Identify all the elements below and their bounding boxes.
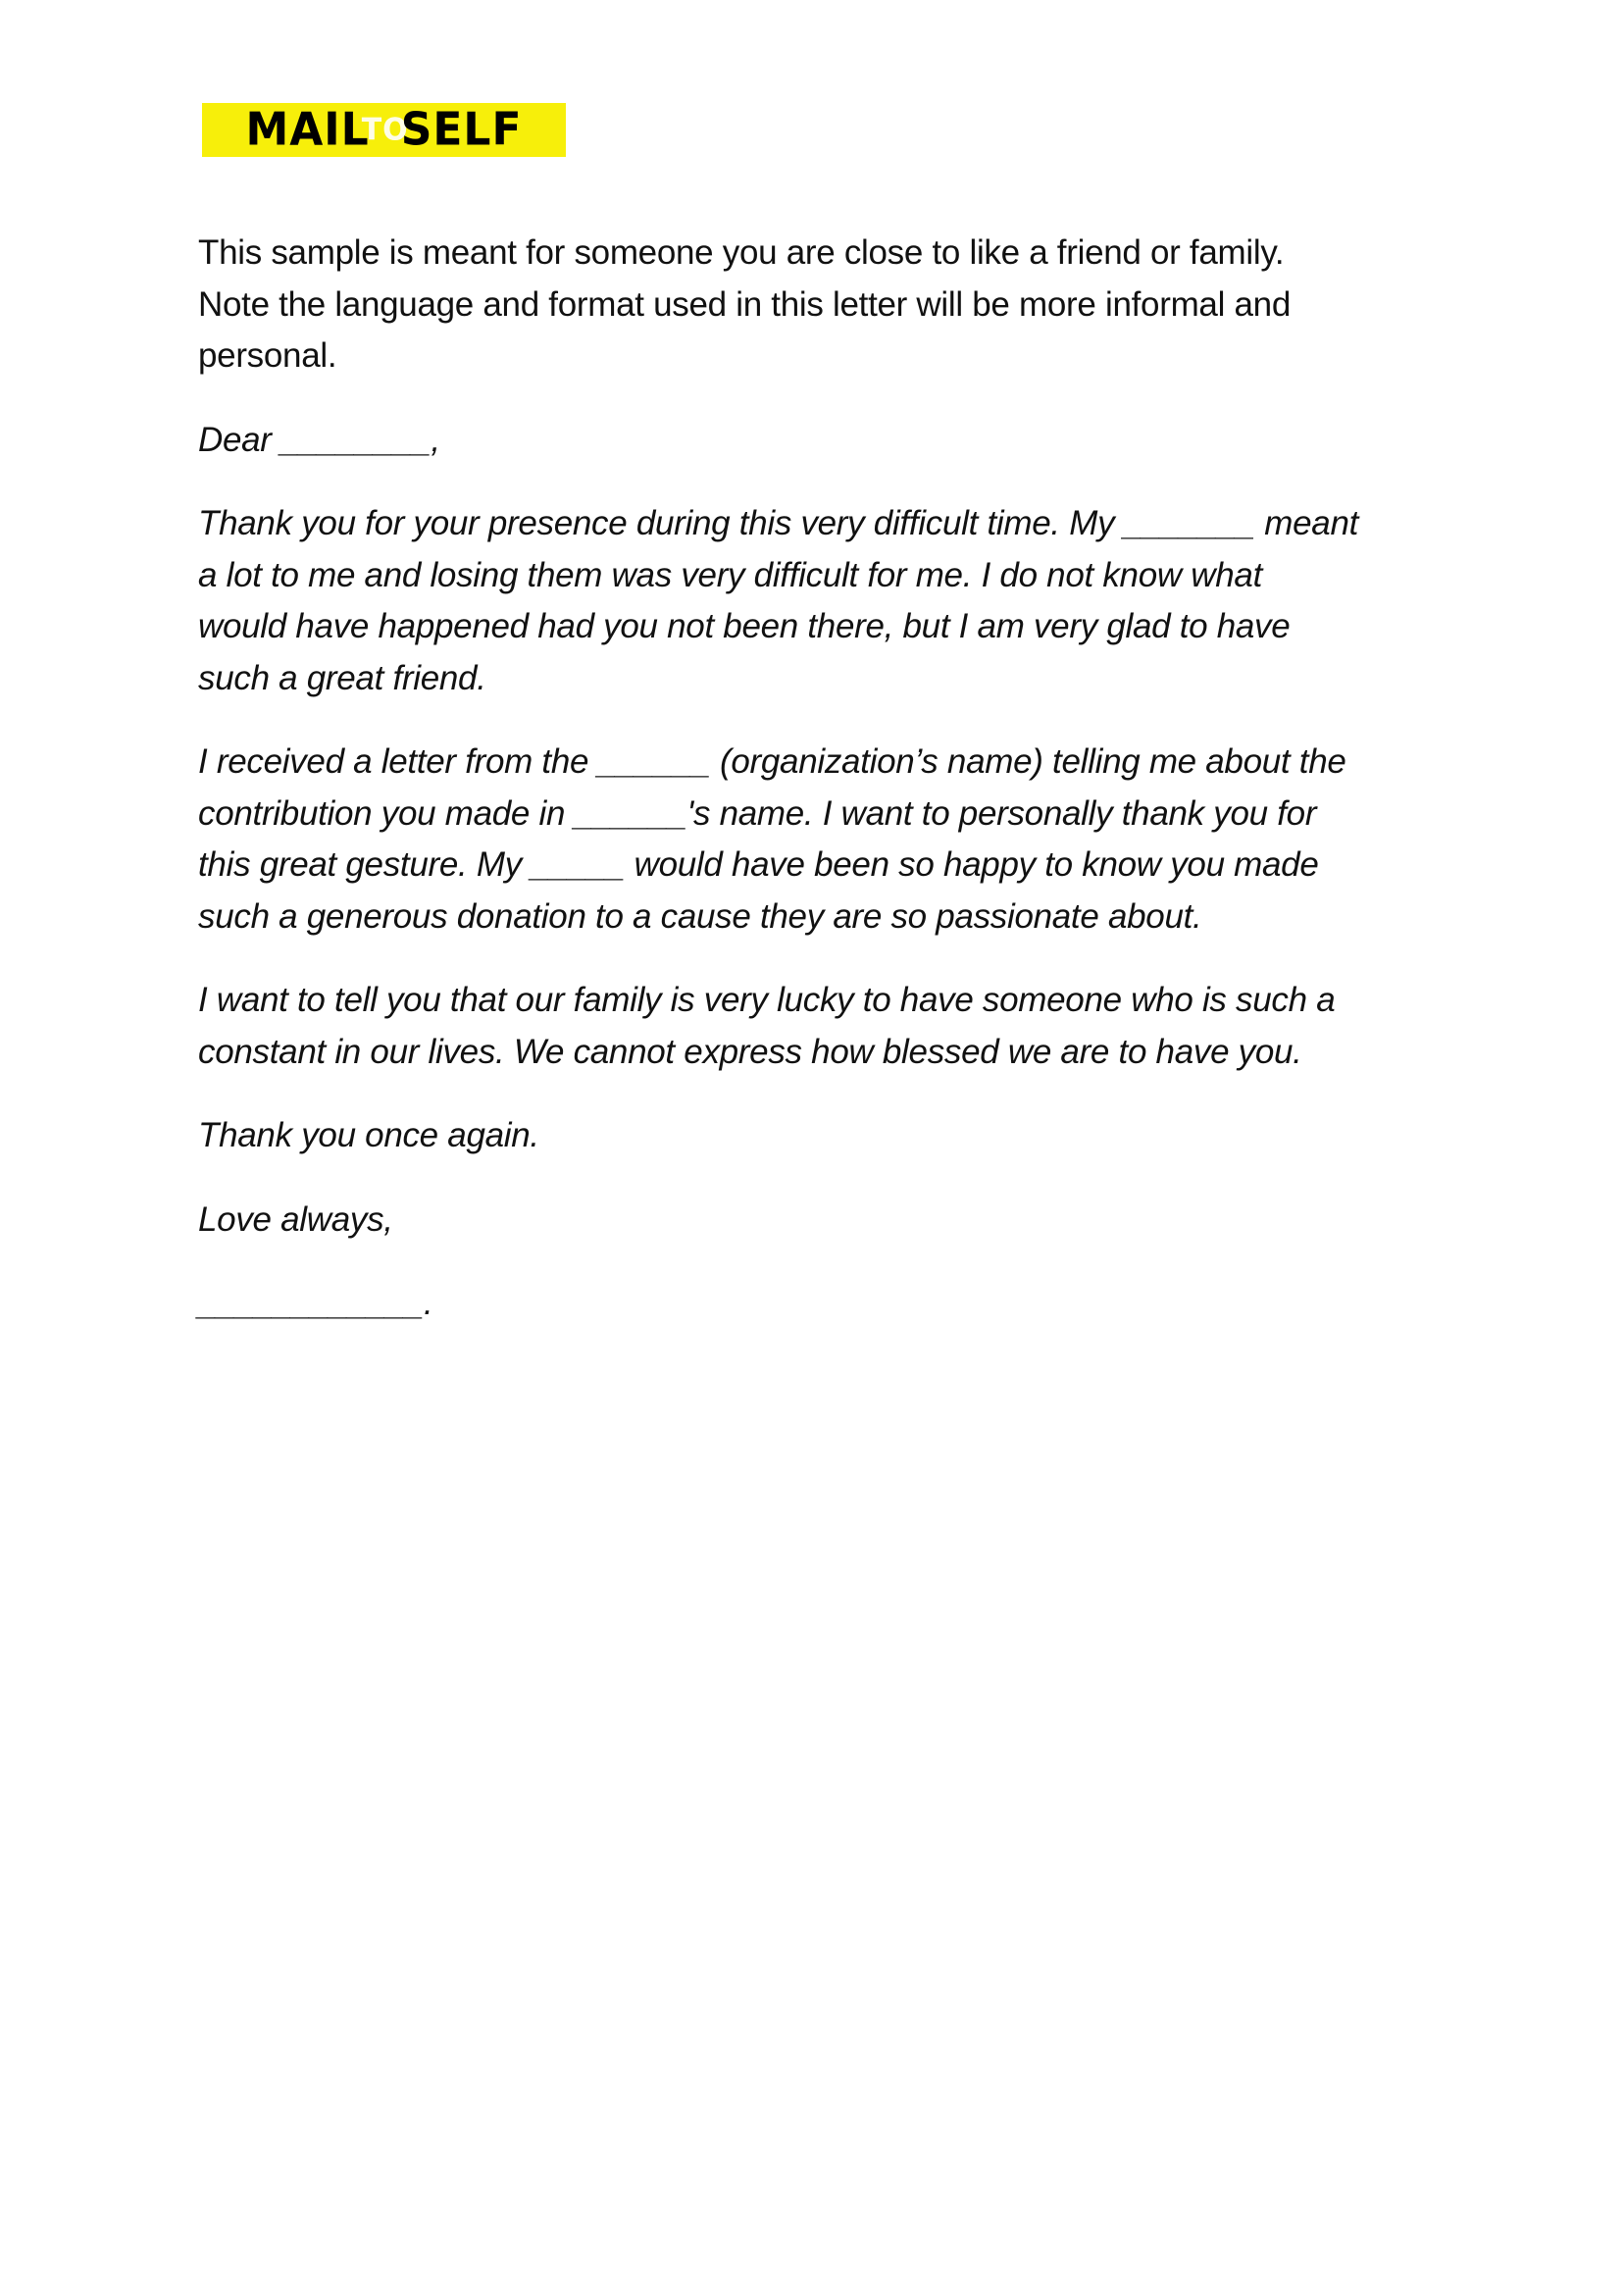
body-paragraph-2 [198, 737, 1473, 943]
closing [198, 1195, 1473, 1247]
text-line: Note the language and format used in this letter will be more informal and [198, 284, 1291, 324]
text-line: Thank you once again. [198, 1116, 539, 1154]
text-line: I want to tell you that our family is very lucky to have someone who is such a [198, 981, 1336, 1019]
body-paragraph-3 [198, 975, 1473, 1078]
logo-text-to: TO [361, 112, 409, 148]
text-line: Dear ________, [198, 420, 440, 459]
text-line: would have happened had you not been there, but I am very glad to have [198, 607, 1291, 645]
text-line: contribution you made in ______'s name. I want to personally thank you for [198, 793, 1317, 833]
thanks-line [198, 1110, 1473, 1162]
text-line: this great gesture. My _____ would have been so happy to know you made [198, 845, 1319, 884]
salutation [198, 415, 1473, 467]
logo-text-self: SELF [400, 103, 523, 157]
text-line: constant in our lives. We cannot express how blessed we are to have you. [198, 1032, 1302, 1071]
text-line: a lot to me and losing them was very difficult for me. I do not know what [198, 555, 1263, 594]
text-line: such a generous donation to a cause they are so passionate about. [198, 896, 1202, 936]
text-line: ____________. [198, 1284, 433, 1322]
mail-to-self-logo [202, 103, 566, 157]
logo-text-mail: MAIL [245, 103, 370, 157]
text-line: This sample is meant for someone you are close to like a friend or family. [198, 233, 1285, 272]
text-line: I received a letter from the ______ (organization’s name) telling me about the [198, 742, 1346, 781]
text-line: such a great friend. [198, 658, 486, 697]
text-line: personal. [198, 336, 337, 375]
letter-content [198, 228, 1473, 1362]
text-line: Love always, [198, 1199, 393, 1239]
body-paragraph-1 [198, 498, 1473, 704]
intro-paragraph [198, 228, 1473, 382]
text-line: Thank you for your presence during this very difficult time. My _______ meant [198, 504, 1359, 542]
signature-line [198, 1278, 1473, 1330]
